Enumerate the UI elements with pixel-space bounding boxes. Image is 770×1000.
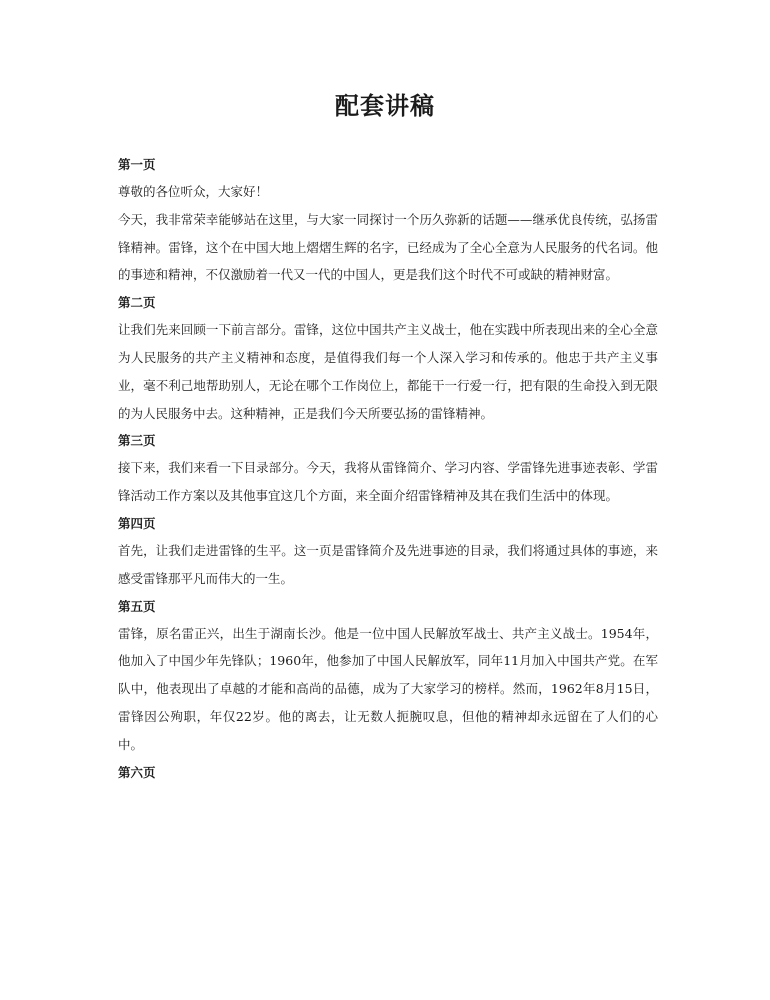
section-heading: 第二页 — [118, 295, 156, 311]
section-heading: 第四页 — [118, 515, 156, 531]
section-heading: 第一页 — [118, 157, 156, 172]
paragraph: 首先，让我们走进雷锋的生平。这一页是雷锋简介及先进事迹的目录，我们将通过具体的事迹，来感受雷锋那平凡而伟大的一生。 — [118, 542, 658, 586]
section-page-5 — [118, 593, 658, 759]
section-page-4 — [118, 510, 658, 593]
document-title: 配套讲稿 — [335, 91, 435, 120]
paragraph: 尊敬的各位听众，大家好！ — [118, 184, 269, 199]
section-page-6 — [118, 759, 658, 786]
paragraph: 让我们先来回顾一下前言部分。雷锋，这位中国共产主义战士，他在实践中所表现出来的全心全意为人民服务的共产主义精神和态度，是值得我们每一个人深入学习和传承的。他忠于共产主义事业，毫不利己地帮助别人，无论在哪个工作岗位上，都能干一行爱一行，把有限的生命投入到无限的为人民服务中去。这种精神，正是我们今天所要弘扬的雷锋精神。 — [118, 322, 658, 421]
section-heading: 第三页 — [118, 433, 156, 449]
section-heading: 第五页 — [118, 598, 156, 614]
paragraph: 雷锋，原名雷正兴，出生于湖南长沙。他是一位中国人民解放军战士、共产主义战士。1954年，他加入了中国少年先锋队；1960年，他参加了中国人民解放军，同年11月加入中国共产党。在军队中，他表现出了卓越的才能和高尚的品德，成为了大家学习的榜样。然而，1962年8月15日，雷锋因公殉职，年仅22岁。他的离去，让无数人扼腕叹息，但他的精神却永远留在了人们的心中。 — [118, 625, 658, 752]
section-heading: 第六页 — [118, 764, 156, 780]
section-page-1 — [118, 151, 658, 289]
document-body — [118, 151, 658, 786]
paragraph: 今天，我非常荣幸能够站在这里，与大家一同探讨一个历久弥新的话题——继承优良传统，弘扬雷锋精神。雷锋，这个在中国大地上熠熠生辉的名字，已经成为了全心全意为人民服务的代名词。他的事迹和精神，不仅激励着一代又一代的中国人，更是我们这个时代不可或缺的精神财富。 — [118, 211, 658, 283]
section-page-3 — [118, 427, 658, 510]
section-page-2 — [118, 289, 658, 427]
paragraph: 接下来，我们来看一下目录部分。今天，我将从雷锋简介、学习内容、学雷锋先进事迹表彰、学雷锋活动工作方案以及其他事宜这几个方面，来全面介绍雷锋精神及其在我们生活中的体现。 — [118, 460, 658, 504]
